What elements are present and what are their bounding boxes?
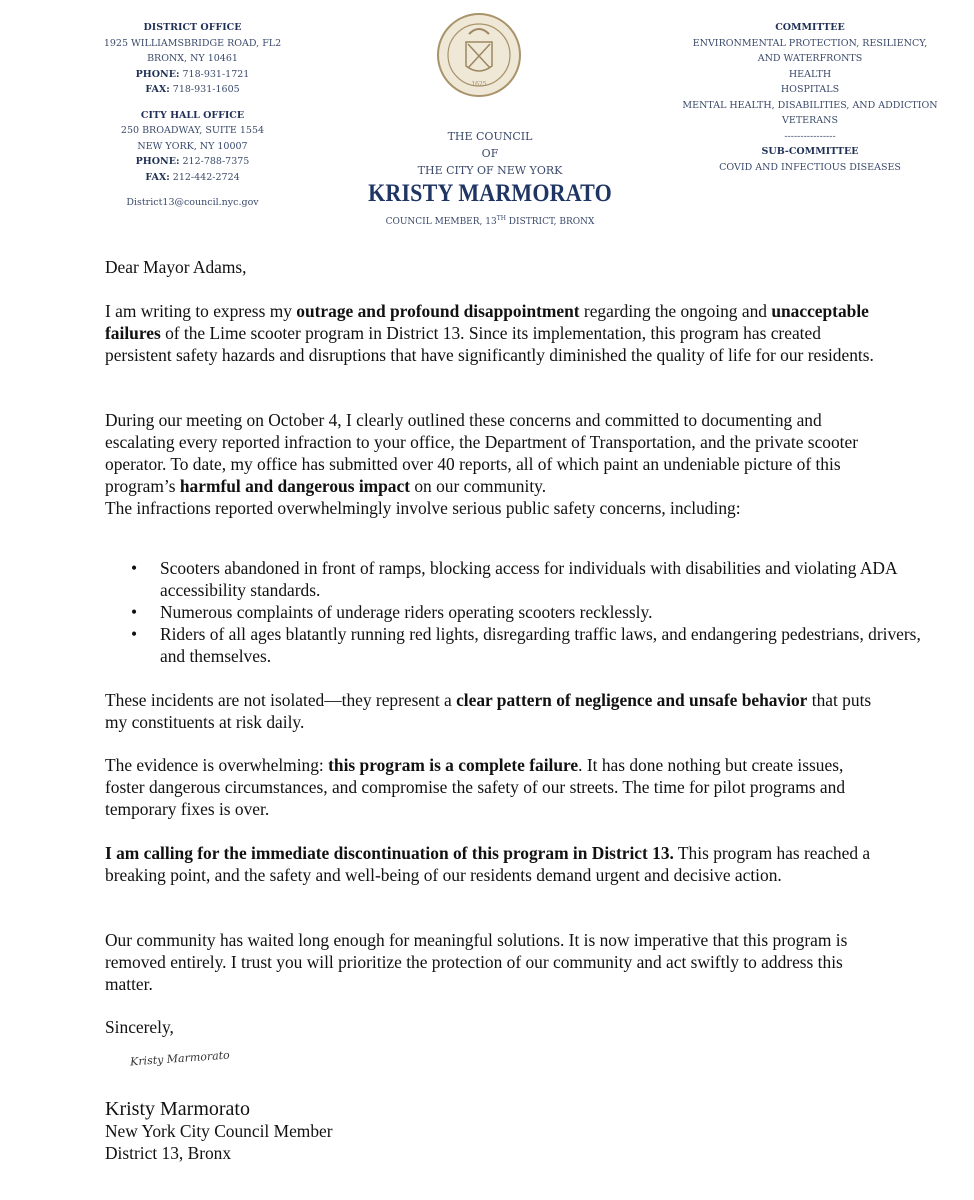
text-run: The infractions reported overwhelmingly involve serious public safety concerns, including: (105, 498, 741, 518)
fax-label: FAX: (145, 171, 170, 183)
text-run: regarding the ongoing and (579, 301, 772, 321)
member-name: KRISTY MARMORATO (368, 180, 612, 207)
salutation: Dear Mayor Adams, (105, 257, 247, 277)
committee: MENTAL HEALTH, DISABILITIES, AND ADDICTION (682, 99, 938, 111)
city-seal-icon (436, 12, 522, 98)
emphasis-text: clear pattern of negligence and unsafe behavior (456, 690, 808, 710)
text-run: I am writing to express my (105, 301, 297, 321)
paragraph (105, 300, 880, 366)
address-line: BRONX, NY 10461 (147, 53, 238, 64)
text-run: on our community. (410, 476, 547, 496)
signer-block (105, 1098, 333, 1164)
list-item: • Riders of all ages blatantly running red lights, disregarding traffic laws, and endangering pedestrians, drivers, and themselves. (160, 623, 935, 667)
fax: 212-442-2724 (172, 171, 240, 183)
text-run: of the Lime scooter program in District 13. Since its implementation, this program has created persistent safety hazards and disruptions that have significantly diminished the quality of life for our residents. (105, 323, 874, 365)
text-run: This program has reached a breaking point, and the safety and well-being of our residents demand urgent and decisive action. (105, 843, 871, 885)
council-line: THE CITY OF NEW YORK (417, 164, 563, 177)
council-line: OF (481, 147, 499, 160)
emphasis-text: I am calling for the immediate discontinuation of this program in District 13. (105, 843, 674, 863)
phone-label: PHONE: (135, 68, 180, 80)
paragraph (105, 409, 880, 497)
member-title: COUNCIL MEMBER, 13TH DISTRICT, BRONX (385, 215, 595, 227)
address-line: 250 BROADWAY, SUITE 1554 (120, 125, 265, 136)
emphasis-text: unacceptable failures (105, 301, 869, 343)
emphasis-text: outrage and profound disappointment (296, 301, 580, 321)
phone: 718-931-1721 (182, 68, 250, 80)
infraction-list (105, 557, 935, 667)
paragraph (105, 842, 880, 886)
address-line: 1925 WILLIAMSBRIDGE ROAD, FL2 (103, 37, 282, 49)
text-run: . It has done nothing but create issues, foster dangerous circumstances, and compromise the safety of our streets. The time for pilot programs and temporary fixes is over. (105, 755, 846, 819)
fax-label: FAX: (145, 84, 170, 95)
list-item: • Numerous complaints of underage riders operating scooters recklessly. (160, 601, 935, 623)
emphasis-text: this program is a complete failure (328, 755, 579, 775)
text-run: These incidents are not isolated—they represent a (105, 690, 457, 710)
paragraph (105, 754, 880, 820)
divider: ---------------- (784, 130, 836, 142)
subcommittee-title: SUB-COMMITTEE (761, 146, 859, 157)
committee: VETERANS (782, 115, 838, 126)
district-office-block (100, 20, 285, 211)
signer-title: New York City Council Member (105, 1121, 333, 1141)
closing: Sincerely, (105, 1017, 174, 1037)
list-item: • Scooters abandoned in front of ramps, blocking access for individuals with disabilities and violating ADA accessibility standards. (160, 557, 935, 601)
signer-district: District 13, Bronx (105, 1143, 232, 1163)
committee-title: COMMITTEE (775, 22, 845, 33)
committee: ENVIRONMENTAL PROTECTION, RESILIENCY, (692, 37, 928, 49)
email: District13@council.nyc.gov (126, 197, 259, 208)
committee: HOSPITALS (780, 84, 840, 95)
district-office-title: DISTRICT OFFICE (143, 22, 242, 33)
council-line: THE COUNCIL (447, 130, 533, 143)
text-run: that puts my constituents at risk daily. (105, 690, 872, 732)
text-run: During our meeting on October 4, I clearly outlined these concerns and committed to documenting and escalating every reported infraction to your office, the Department of Transportation, and the private scooter operator. To date, my office has submitted over 40 reports, all of which paint an undeniable picture of this program’s (105, 410, 859, 496)
committee-block (680, 20, 940, 175)
address-line: NEW YORK, NY 10007 (137, 140, 248, 152)
signer-name: Kristy Marmorato (105, 1098, 250, 1120)
emphasis-text: harmful and dangerous impact (179, 476, 411, 496)
fax: 718-931-1605 (172, 84, 240, 95)
paragraph (105, 689, 880, 733)
committee: AND WATERFRONTS (757, 53, 863, 64)
text-run: Our community has waited long enough for meaningful solutions. It is now imperative that this program is removed entirely. I trust you will prioritize the protection of our community and act swiftly to address this matter. (105, 930, 848, 994)
city-hall-office-title: CITY HALL OFFICE (140, 109, 245, 121)
subcommittee: COVID AND INFECTIOUS DISEASES (719, 161, 901, 173)
paragraph (105, 929, 880, 995)
phone-label: PHONE: (135, 156, 180, 167)
signature: Kristy Marmorato (129, 1048, 231, 1069)
committee: HEALTH (788, 68, 832, 80)
council-block (340, 128, 640, 231)
svg-text:1625: 1625 (471, 81, 487, 88)
text-run: The evidence is overwhelming: (105, 755, 329, 775)
phone: 212-788-7375 (182, 156, 250, 167)
paragraph (105, 497, 880, 519)
